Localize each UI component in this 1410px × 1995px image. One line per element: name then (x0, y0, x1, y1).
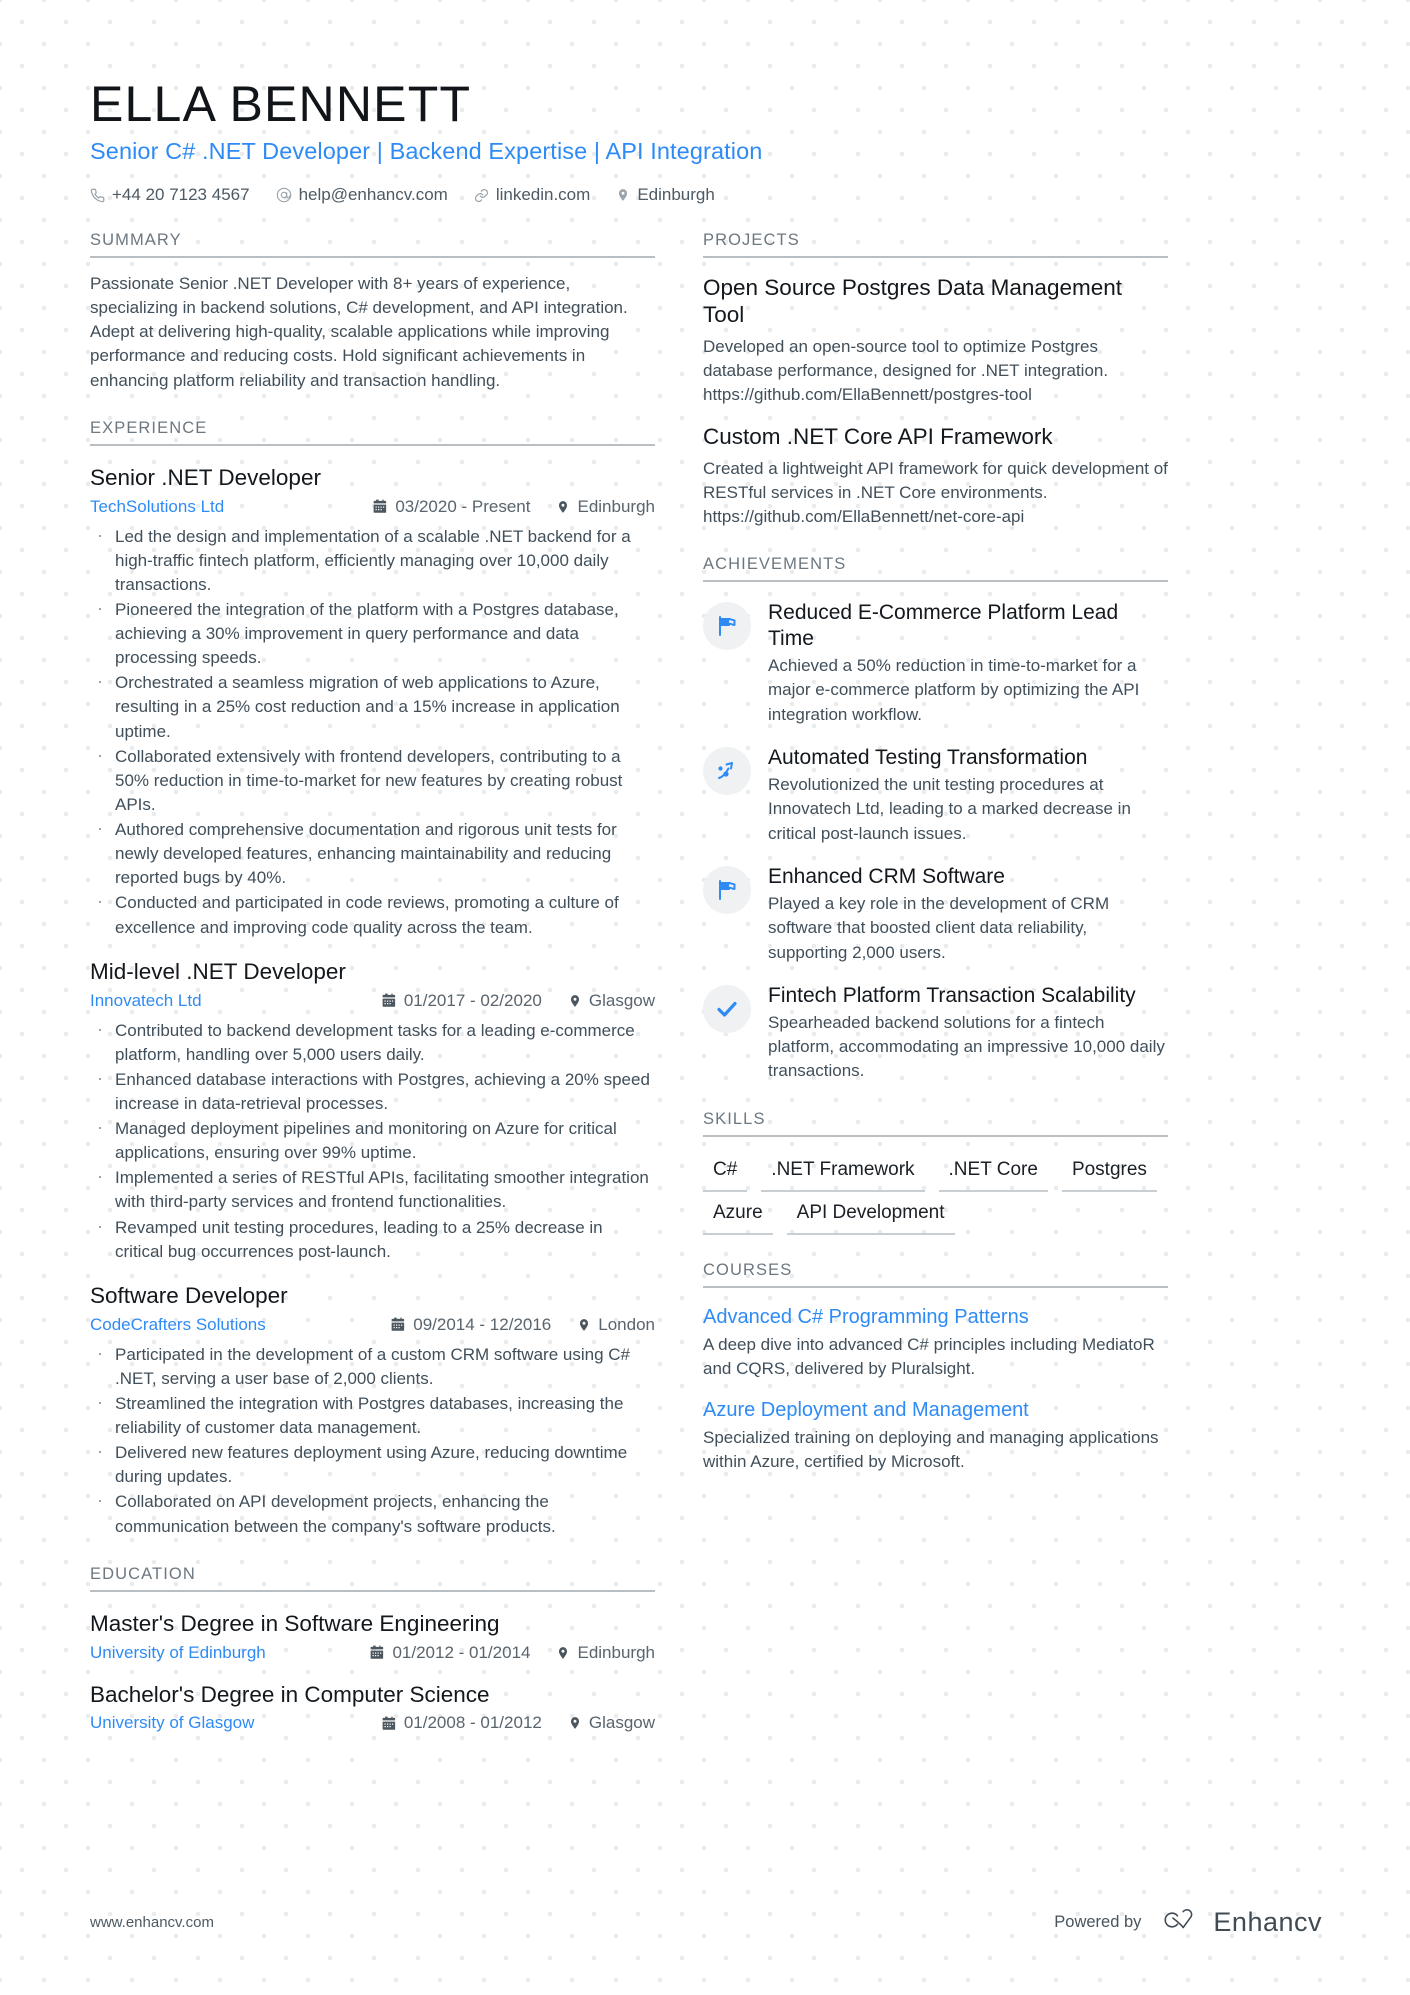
job-meta (90, 1315, 655, 1335)
entry-date-text: 01/2008 - 01/2012 (403, 1713, 542, 1733)
job-bullet: · Authored comprehensive documentation and rigorous unit tests for newly developed features, enhancing maintainability and reducing reported bugs by 40%. (90, 818, 655, 890)
achievement-description: Revolutionized the unit testing procedures at Innovatech Ltd, leading to a marked decrease in critical post-launch issues. (768, 775, 1131, 843)
job-bullet: · Managed deployment pipelines and monitoring on Azure for critical applications, ensuring over 99% uptime. (90, 1117, 655, 1165)
achievement-entry (703, 864, 1168, 965)
section-projects (703, 231, 1168, 529)
job-bullet: · Participated in the development of a custom CRM software using C# .NET, serving a user base of 2,000 clients. (90, 1343, 655, 1391)
phone-icon (90, 188, 105, 203)
entry-date (373, 497, 530, 517)
entry-location-text: Glasgow (588, 990, 655, 1010)
job-bullet: · Revamped unit testing procedures, leading to a 25% decrease in critical bug occurrences post-launch. (90, 1216, 655, 1264)
job-company[interactable]: TechSolutions Ltd (90, 496, 225, 516)
experience-entry (90, 958, 655, 1264)
entry-date (382, 1713, 542, 1733)
job-meta (90, 497, 655, 517)
job-bullet: · Streamlined the integration with Postgres databases, increasing the reliability of customer data management. (90, 1392, 655, 1440)
entry-date-text: 03/2020 - Present (395, 496, 531, 516)
location-pin-icon (568, 1716, 582, 1730)
course-entry (703, 1398, 1168, 1474)
project-entry (703, 274, 1168, 407)
contact-phone[interactable] (90, 185, 250, 205)
calendar-icon (382, 993, 397, 1008)
job-bullets (90, 1343, 655, 1539)
section-skills (703, 1110, 1168, 1235)
enhancv-brand-name: Enhancv (1213, 1907, 1322, 1937)
job-bullets (90, 1019, 655, 1264)
entry-date (382, 991, 542, 1011)
location-pin-icon (616, 188, 630, 202)
resume-header (90, 78, 1322, 205)
project-title: Custom .NET Core API Framework (703, 424, 1053, 450)
achievement-entry (703, 983, 1168, 1084)
entry-date-text: 01/2017 - 02/2020 (403, 990, 542, 1010)
section-title-achievements: ACHIEVEMENTS (703, 555, 1168, 582)
calendar-icon (370, 1645, 385, 1660)
entry-location (568, 991, 655, 1011)
job-bullet: · Orchestrated a seamless migration of web applications to Azure, resulting in a 25% cost reduction and a 15% increase in application uptime. (90, 671, 655, 743)
calendar-icon (373, 499, 388, 514)
contact-location-text: Edinburgh (637, 185, 715, 204)
footer (90, 1907, 1322, 1938)
education-entry (90, 1610, 655, 1663)
achievement-entry (703, 600, 1168, 727)
job-title: Software Developer (90, 1282, 288, 1308)
entry-location-text: Glasgow (588, 1713, 655, 1733)
achievement-entry (703, 745, 1168, 846)
section-title-summary: SUMMARY (90, 231, 655, 258)
flag-icon (703, 602, 751, 650)
enhancv-brand (1157, 1907, 1322, 1938)
job-company[interactable]: CodeCrafters Solutions (90, 1314, 266, 1334)
job-bullet: · Delivered new features deployment using Azure, reducing downtime during updates. (90, 1441, 655, 1489)
contact-email-text: help@enhancv.com (298, 185, 448, 204)
link-icon (474, 188, 489, 203)
trend-arrow-icon (703, 747, 751, 795)
achievements-list (703, 600, 1168, 1084)
check-icon (703, 985, 751, 1033)
footer-website[interactable]: www.enhancv.com (90, 1914, 214, 1931)
location-pin-icon (577, 1318, 591, 1332)
job-bullet: · Contributed to backend development tasks for a leading e-commerce platform, handling over 5,000 users daily. (90, 1019, 655, 1067)
candidate-headline: Senior C# .NET Developer | Backend Expertise | API Integration (90, 138, 763, 164)
skill-tag: .NET Framework (761, 1153, 924, 1192)
powered-by-label: Powered by (1054, 1913, 1142, 1931)
left-column (90, 231, 655, 1733)
experience-list (90, 464, 655, 1539)
skill-tag: Postgres (1062, 1153, 1157, 1192)
job-bullet: · Collaborated extensively with frontend developers, contributing to a 50% reduction in time-to-market for new features by creating robust APIs. (90, 745, 655, 817)
education-meta (90, 1643, 655, 1663)
candidate-name: ELLA BENNETT (90, 76, 472, 132)
contact-phone-text: +44 20 7123 4567 (112, 185, 250, 204)
achievement-body (768, 745, 1168, 846)
course-description: Specialized training on deploying and managing applications within Azure, certified by Microsoft. (703, 1427, 1159, 1471)
section-courses (703, 1261, 1168, 1475)
entry-location (556, 1643, 655, 1663)
contact-email[interactable] (276, 185, 448, 205)
skill-tag: C# (703, 1153, 747, 1192)
job-title: Mid-level .NET Developer (90, 958, 346, 984)
calendar-icon (382, 1716, 397, 1731)
achievement-title: Enhanced CRM Software (768, 864, 1005, 888)
course-title[interactable]: Azure Deployment and Management (703, 1398, 1029, 1421)
section-education (90, 1565, 655, 1734)
section-title-skills: SKILLS (703, 1110, 1168, 1137)
degree-title: Bachelor's Degree in Computer Science (90, 1681, 490, 1707)
section-title-experience: EXPERIENCE (90, 419, 655, 446)
skill-tag: API Development (787, 1196, 955, 1235)
achievement-title: Fintech Platform Transaction Scalability (768, 983, 1136, 1007)
right-column (703, 231, 1168, 1733)
job-meta (90, 991, 655, 1011)
job-bullet: · Enhanced database interactions with Postgres, achieving a 20% speed increase in data-retrieval processes. (90, 1068, 655, 1116)
section-title-courses: COURSES (703, 1261, 1168, 1288)
entry-location-text: Edinburgh (577, 496, 655, 516)
achievement-body (768, 600, 1168, 727)
job-company[interactable]: Innovatech Ltd (90, 990, 202, 1010)
summary-text: Passionate Senior .NET Developer with 8+ years of experience, specializing in backend solutions, C# development, and API integration. Adept at delivering high-quality, scalable applications while improving performance and reducing costs. Hold significant achievements in enhancing platform reliability and transaction handling. (90, 274, 628, 390)
location-pin-icon (556, 500, 570, 514)
section-achievements (703, 555, 1168, 1084)
entry-date (391, 1315, 551, 1335)
skill-tag: Azure (703, 1196, 773, 1235)
entry-date-text: 09/2014 - 12/2016 (413, 1314, 552, 1334)
flag-icon (703, 866, 751, 914)
entry-location (556, 497, 655, 517)
achievement-body (768, 864, 1168, 965)
course-description: A deep dive into advanced C# principles including MediatoR and CQRS, delivered by Pluralsight. (703, 1334, 1155, 1378)
job-bullets (90, 525, 655, 940)
project-entry (703, 423, 1168, 529)
section-title-education: EDUCATION (90, 1565, 655, 1592)
email-icon (276, 187, 292, 203)
job-title: Senior .NET Developer (90, 464, 321, 490)
course-title[interactable]: Advanced C# Programming Patterns (703, 1305, 1029, 1328)
contact-row (90, 185, 1322, 205)
location-pin-icon (556, 1646, 570, 1660)
experience-entry (90, 1282, 655, 1539)
job-bullet: · Pioneered the integration of the platform with a Postgres database, achieving a 30% improvement in query performance and data processing speeds. (90, 598, 655, 670)
entry-date-text: 01/2012 - 01/2014 (392, 1642, 531, 1662)
skill-tag: .NET Core (939, 1153, 1048, 1192)
course-entry (703, 1305, 1168, 1381)
project-description: Developed an open-source tool to optimize Postgres database performance, designed for .NET integration. https://github.com/EllaBennett/postgres-tool (703, 336, 1109, 405)
contact-location[interactable] (616, 185, 715, 205)
section-experience (90, 419, 655, 1539)
achievement-title: Reduced E-Commerce Platform Lead Time (768, 601, 1119, 650)
project-description: Created a lightweight API framework for quick development of RESTful services in .NET Core environments. https://github.com/EllaBennett/net-core-api (703, 458, 1168, 526)
section-title-projects: PROJECTS (703, 231, 1168, 258)
achievement-description: Spearheaded backend solutions for a fintech platform, accommodating an impressive 10,000 daily transactions. (768, 1013, 1165, 1081)
section-summary (90, 231, 655, 393)
achievement-body (768, 983, 1168, 1084)
columns (90, 231, 1322, 1733)
education-list (90, 1610, 655, 1734)
powered-by-block (1054, 1907, 1322, 1938)
projects-list (703, 274, 1168, 529)
achievement-title: Automated Testing Transformation (768, 745, 1088, 769)
entry-location-text: Edinburgh (577, 1642, 655, 1662)
contact-linkedin-text: linkedin.com (495, 185, 591, 204)
school-name[interactable]: University of Edinburgh (90, 1642, 266, 1662)
enhancv-logo-icon (1157, 1907, 1201, 1938)
entry-location (568, 1713, 655, 1733)
entry-location-text: London (598, 1314, 655, 1334)
location-pin-icon (568, 994, 582, 1008)
experience-entry (90, 464, 655, 940)
calendar-icon (391, 1317, 406, 1332)
job-bullet: · Implemented a series of RESTful APIs, facilitating smoother integration with third-party services and frontend functionalities. (90, 1166, 655, 1214)
courses-list (703, 1305, 1168, 1475)
degree-title: Master's Degree in Software Engineering (90, 1610, 500, 1636)
job-bullet: · Conducted and participated in code reviews, promoting a culture of excellence and improving code quality across the team. (90, 891, 655, 939)
skills-list (703, 1153, 1168, 1235)
education-entry (90, 1681, 655, 1734)
contact-linkedin[interactable] (474, 185, 591, 205)
entry-date (370, 1643, 530, 1663)
job-bullet: · Led the design and implementation of a scalable .NET backend for a high-traffic fintech platform, efficiently managing over 10,000 daily transactions. (90, 525, 655, 597)
entry-location (577, 1315, 655, 1335)
project-title: Open Source Postgres Data Management Tool (703, 275, 1122, 328)
achievement-description: Played a key role in the development of CRM software that boosted client data reliability, supporting 2,000 users. (768, 894, 1110, 962)
school-name[interactable]: University of Glasgow (90, 1713, 255, 1733)
education-meta (90, 1713, 655, 1733)
job-bullet: · Collaborated on API development projects, enhancing the communication between the company's software products. (90, 1490, 655, 1538)
achievement-description: Achieved a 50% reduction in time-to-market for a major e-commerce platform by optimizing the API integration workflow. (768, 656, 1140, 724)
